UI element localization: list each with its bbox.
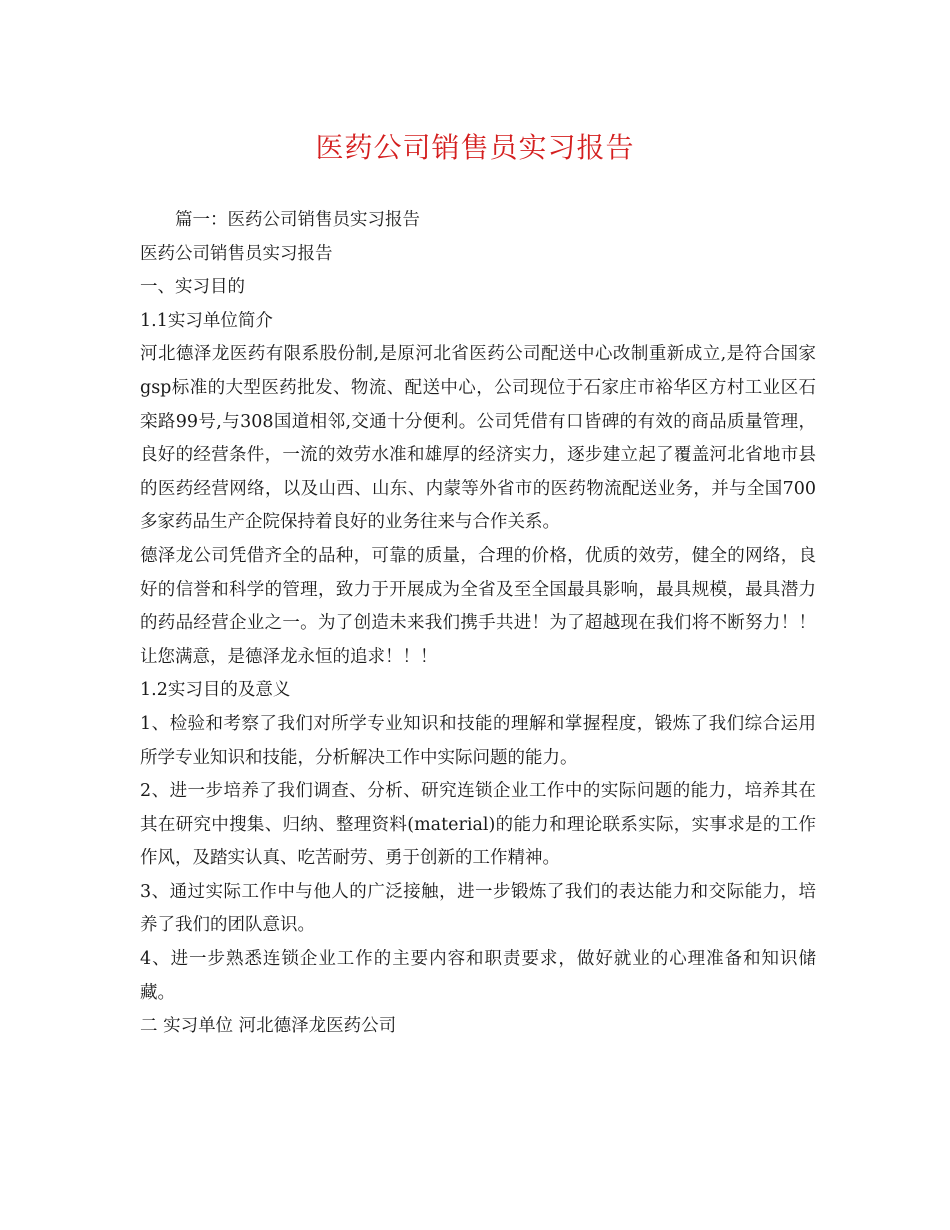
- paragraph-company-intro: 河北德泽龙医药有限系股份制,是原河北省医药公司配送中心改制重新成立,是符合国家gsp标准的大型医药批发、物流、配送中心，公司现位于石家庄市裕华区方村工业区石栾路99号,与308国道相邻,交通十分便利。公司凭借有口皆碑的有效的商品质量管理，良好的经营条件，一流的效劳水准和雄厚的经济实力，逐步建立起了覆盖河北省地市县的医药经营网络，以及山西、山东、内蒙等外省市的医药物流配送业务，并与全国700多家药品生产企院保持着良好的业务往来与合作关系。: [140, 344, 816, 533]
- list-item-2: 2、进一步培养了我们调查、分析、研究连锁企业工作中的实际问题的能力，培养其在其在研究中搜集、归纳、整理资料(material)的能力和理论联系实际，实事求是的工作作风，及踏实认真、吃苦耐劳、勇于创新的工作精神。: [140, 781, 816, 869]
- document-title: 医药公司销售员实习报告: [315, 131, 635, 164]
- section-heading-unit: 二 实习单位 河北德泽龙医药公司: [140, 1016, 397, 1037]
- list-item-4: 4、进一步熟悉连锁企业工作的主要内容和职责要求，做好就业的心理准备和知识储藏。: [140, 949, 816, 1003]
- list-item-1: 1、检验和考察了我们对所学专业知识和技能的理解和掌握程度，锻炼了我们综合运用所学专业知识和技能，分析解决工作中实际问题的能力。: [140, 713, 816, 768]
- subsection-heading-purpose: 1.2实习目的及意义: [140, 680, 291, 701]
- section-heading-purpose: 一、实习目的: [140, 277, 245, 298]
- document-body: [140, 204, 816, 1044]
- report-subtitle: 医药公司销售员实习报告: [140, 243, 333, 264]
- chapter-heading: 篇一：医药公司销售员实习报告: [175, 210, 420, 230]
- paragraph-company-goal: 德泽龙公司凭借齐全的品种，可靠的质量，合理的价格，优质的效劳，健全的网络，良好的信誉和科学的管理，致力于开展成为全省及至全国最具影响，最具规模，最具潜力的药品经营企业之一。为了创造未来我们携手共进！为了超越现在我们将不断努力！！让您满意，是德泽龙永恒的追求！！！: [140, 545, 816, 667]
- list-item-3: 3、通过实际工作中与他人的广泛接触，进一步锻炼了我们的表达能力和交际能力，培养了我们的团队意识。: [140, 881, 816, 936]
- subsection-heading-unit-intro: 1.1实习单位简介: [140, 310, 273, 331]
